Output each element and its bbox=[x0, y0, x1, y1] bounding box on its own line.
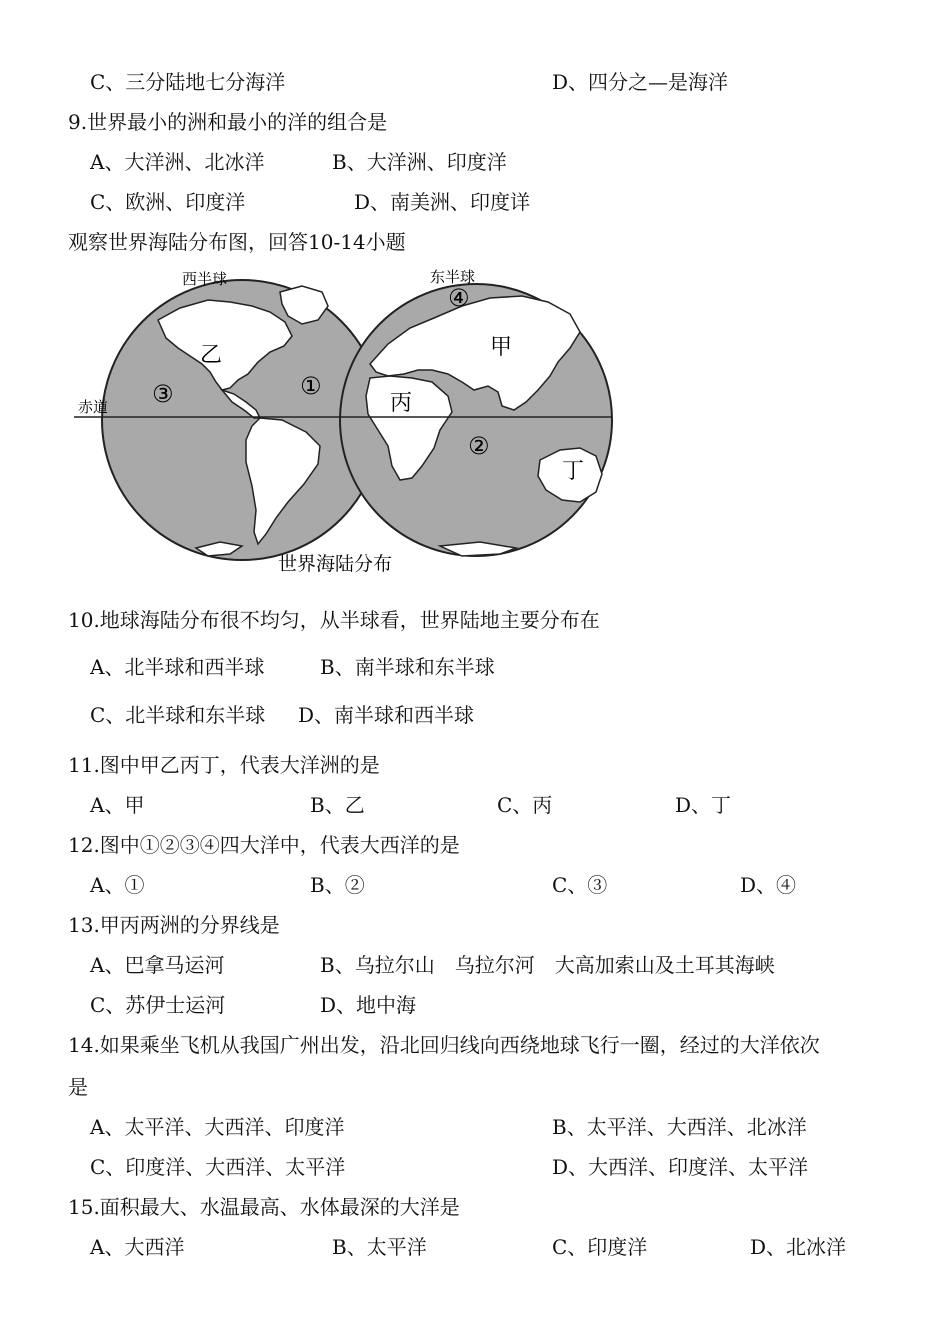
q9-option-a: A、大洋洲、北冰洋 bbox=[90, 150, 265, 174]
continent-ding-label: 丁 bbox=[562, 459, 585, 484]
map-intro: 观察世界海陆分布图，回答10-14小题 bbox=[68, 230, 406, 254]
west-hemisphere-label: 西半球 bbox=[182, 270, 228, 288]
q14-option-c: C、印度洋、大西洋、太平洋 bbox=[90, 1155, 346, 1179]
q15-option-a: A、大西洋 bbox=[90, 1235, 185, 1259]
q14-question-line1: 14.如果乘坐飞机从我国广州出发，沿北回归线向西绕地球飞行一圈，经过的大洋依次 bbox=[68, 1033, 820, 1057]
q15-option-d: D、北冰洋 bbox=[750, 1235, 847, 1259]
continent-jia-label: 甲 bbox=[490, 335, 513, 360]
q8-option-d: D、四分之—是海洋 bbox=[552, 70, 729, 94]
equator-label: 赤道 bbox=[78, 398, 109, 416]
ocean-3-label: ③ bbox=[152, 380, 174, 408]
world-map-figure bbox=[70, 262, 615, 587]
q15-option-b: B、太平洋 bbox=[332, 1235, 427, 1259]
q15-option-c: C、印度洋 bbox=[552, 1235, 648, 1259]
q15-question: 15.面积最大、水温最高、水体最深的大洋是 bbox=[68, 1195, 460, 1219]
continent-bing-label: 丙 bbox=[390, 391, 413, 416]
q11-option-d: D、丁 bbox=[675, 793, 732, 817]
q9-option-c: C、欧洲、印度洋 bbox=[90, 190, 246, 214]
q12-option-c: C、③ bbox=[552, 873, 608, 897]
q11-question: 11.图中甲乙丙丁，代表大洋洲的是 bbox=[68, 753, 380, 777]
q14-option-b: B、太平洋、大西洋、北冰洋 bbox=[552, 1115, 807, 1139]
q10-option-a: A、北半球和西半球 bbox=[90, 655, 265, 679]
q12-option-a: A、① bbox=[90, 873, 145, 897]
q11-option-b: B、乙 bbox=[310, 793, 365, 817]
q10-option-d: D、南半球和西半球 bbox=[298, 703, 475, 727]
q12-question: 12.图中①②③④四大洋中，代表大西洋的是 bbox=[68, 833, 460, 857]
q12-option-d: D、④ bbox=[740, 873, 797, 897]
q9-question: 9.世界最小的洲和最小的洋的组合是 bbox=[68, 110, 388, 134]
continent-yi-label: 乙 bbox=[200, 343, 223, 368]
q11-option-a: A、甲 bbox=[90, 793, 145, 817]
q13-question: 13.甲丙两洲的分界线是 bbox=[68, 913, 280, 937]
q13-option-c: C、苏伊士运河 bbox=[90, 993, 226, 1017]
east-hemisphere bbox=[340, 284, 612, 556]
q14-option-a: A、太平洋、大西洋、印度洋 bbox=[90, 1115, 345, 1139]
world-map-svg bbox=[70, 262, 615, 587]
q10-option-b: B、南半球和东半球 bbox=[320, 655, 495, 679]
q8-option-c: C、三分陆地七分海洋 bbox=[90, 70, 286, 94]
q10-option-c: C、北半球和东半球 bbox=[90, 703, 266, 727]
map-caption: 世界海陆分布 bbox=[278, 553, 393, 575]
q12-option-b: B、② bbox=[310, 873, 365, 897]
ocean-4-label: ④ bbox=[448, 284, 470, 312]
q13-option-d: D、地中海 bbox=[320, 993, 417, 1017]
q14-question-line2: 是 bbox=[68, 1075, 88, 1099]
q9-option-b: B、大洋洲、印度洋 bbox=[332, 150, 507, 174]
ocean-1-label: ① bbox=[300, 372, 322, 400]
q14-option-d: D、大西洋、印度洋、太平洋 bbox=[552, 1155, 809, 1179]
q10-question: 10.地球海陆分布很不均匀，从半球看，世界陆地主要分布在 bbox=[68, 608, 600, 632]
q13-option-a: A、巴拿马运河 bbox=[90, 953, 225, 977]
q11-option-c: C、丙 bbox=[497, 793, 553, 817]
q13-option-b: B、乌拉尔山 乌拉尔河 大高加索山及土耳其海峡 bbox=[320, 953, 775, 977]
east-hemisphere-label: 东半球 bbox=[430, 268, 476, 286]
q9-option-d: D、南美洲、印度详 bbox=[354, 190, 531, 214]
ocean-2-label: ② bbox=[468, 432, 490, 460]
